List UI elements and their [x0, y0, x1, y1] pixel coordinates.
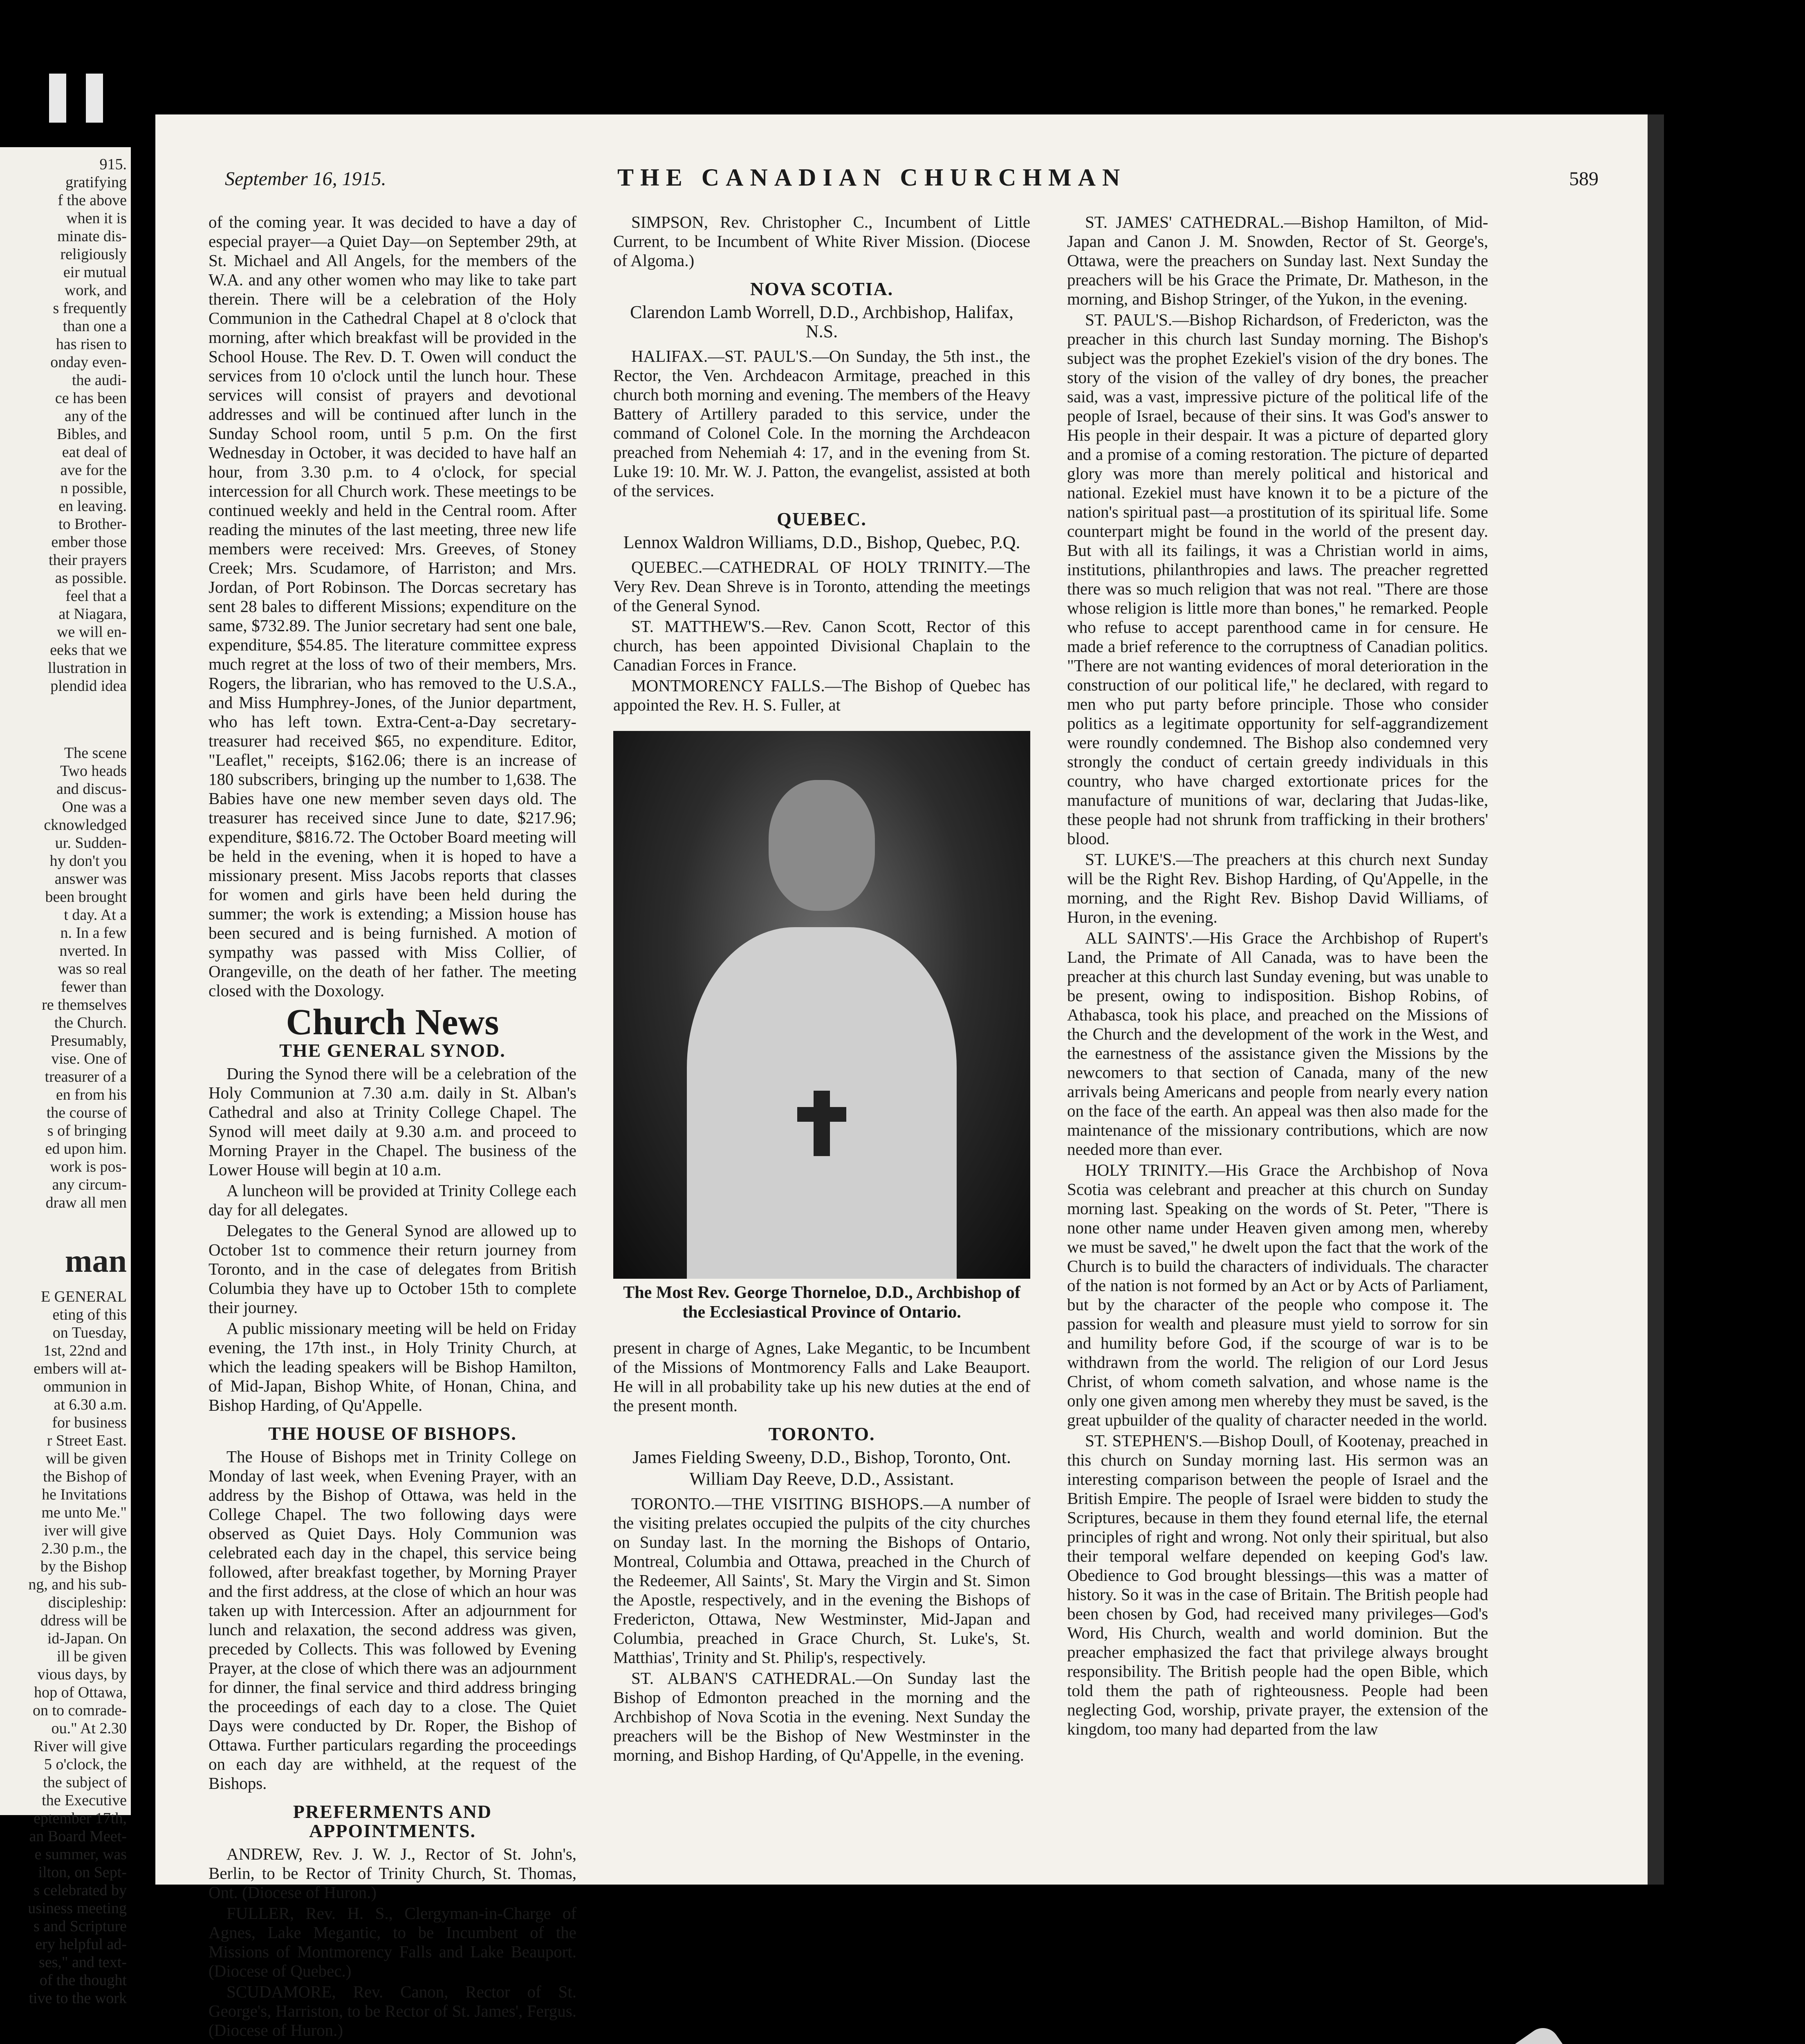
- strip-line: 5 o'clock, the: [44, 1756, 127, 1773]
- strip-line: eting of this: [52, 1306, 127, 1323]
- strip-line: has risen to: [56, 336, 127, 353]
- masthead: THE CANADIAN CHURCHMAN: [617, 164, 1127, 191]
- strip-line: eeks that we: [50, 641, 127, 659]
- strip-line: we will en-: [57, 623, 127, 641]
- strip-text-bottom: [0, 1288, 127, 2007]
- quebec-byline: Lennox Waldron Williams, D.D., Bishop, Quebec, P.Q.: [623, 532, 1020, 552]
- strip-line: River will give: [34, 1738, 127, 1755]
- house-of-bishops-heading: THE HOUSE OF BISHOPS.: [268, 1423, 517, 1444]
- strip-line: E GENERAL: [40, 1288, 127, 1305]
- toronto-heading: TORONTO.: [768, 1423, 875, 1444]
- strip-line: ses," and text-: [39, 1954, 127, 1971]
- column-1: [209, 213, 576, 2042]
- synod-paragraph: A luncheon will be provided at Trinity College each day for all delegates.: [209, 1181, 576, 1219]
- strip-line: eptember 17th,: [34, 1810, 127, 1827]
- strip-line: ery helpful ad-: [35, 1936, 127, 1953]
- strip-line: vious days, by: [37, 1666, 127, 1683]
- church-report: ST. STEPHEN'S.—Bishop Doull, of Kootenay, preached in this church on Sunday morning last. His sermon was an interesting comparison between the people of Israel and the British Empire. The people of Israel were bidden to study the Scriptures, because in them they found eternal life, the eternal principles of right and wrong. Not only their spiritual, but also their temporal welfare depended on keeping God's law. Obedience to God brought blessings—this was a matter of history. So it was in the case of Britain. The British people had been chosen by God, had received many privileges—God's Word, His Church, wealth and world dominion. But the preacher emphasized the fact that privilege always brought responsibility. The British people had the open Bible, which told them the path of righteousness. People had been neglecting God, worship, private prayer, the extension of the kingdom, too many had departed from the law: [1067, 1431, 1488, 1738]
- preferments-heading: PREFERMENTS AND APPOINTMENTS.: [293, 1801, 492, 1841]
- quebec-paragraph: QUEBEC.—CATHEDRAL OF HOLY TRINITY.—The Very Rev. Dean Shreve is in Toronto, attending the meetings of the General Synod.: [613, 558, 1030, 615]
- strip-line: than one a: [63, 318, 127, 335]
- strip-line: iver will give: [44, 1522, 127, 1539]
- strip-line: was so real: [58, 960, 127, 977]
- strip-line: answer was: [54, 870, 127, 888]
- strip-line: en from his: [56, 1086, 127, 1103]
- preferment-entry: FULLER, Rev. H. S., Clergyman-in-Charge of Agnes, Lake Megantic, to be Incumbent of the Missions of Montmorency Falls and Lake Beauport. (Diocese of Quebec.): [209, 1904, 576, 1980]
- halifax-paragraph: HALIFAX.—ST. PAUL'S.—On Sunday, the 5th inst., the Rector, the Ven. Archdeacon Armitage, preached in this church both morning and evening. The members of the Heavy Battery of Artillery paraded to this service, under the command of Colonel Cole. In the morning the Archdeacon preached from Nehemiah 4: 17, and in the evening from St. Luke 19: 10. Mr. W. J. Patton, the evangelist, assisted at both of the services.: [613, 347, 1030, 500]
- preferment-entry: ANDREW, Rev. J. W. J., Rector of St. John's, Berlin, to be Rector of Trinity Church, St. Thomas, Ont. (Diocese of Huron.): [209, 1845, 576, 1902]
- strip-line: llustration in: [47, 659, 127, 677]
- strip-line: draw all men: [45, 1194, 127, 1211]
- strip-line: t day. At a: [64, 906, 127, 923]
- strip-line: of the thought: [39, 1972, 127, 1989]
- strip-line: hop of Ottawa,: [34, 1684, 127, 1701]
- toronto-byline: James Fielding Sweeny, D.D., Bishop, Toronto, Ont.: [632, 1447, 1011, 1467]
- strip-line: minate dis-: [57, 228, 127, 245]
- strip-line: the course of: [46, 1104, 127, 1121]
- strip-line: plendid idea: [50, 677, 127, 695]
- strip-line: on to comrade-: [32, 1702, 127, 1719]
- nova-scotia-heading: NOVA SCOTIA.: [750, 278, 894, 299]
- strip-line: Bibles, and: [57, 426, 127, 443]
- archbishop-portrait: [613, 731, 1030, 1279]
- strip-line: onday even-: [50, 354, 127, 371]
- strip-line: s and Scripture: [34, 1918, 127, 1935]
- pen-in-frame: [1480, 2022, 1805, 2044]
- strip-line: work is pos-: [50, 1158, 127, 1175]
- strip-line: ur. Sudden-: [55, 834, 127, 852]
- quebec-paragraph-continued: present in charge of Agnes, Lake Megantic, to be Incumbent of the Missions of Montmorency Falls and Lake Beauport. He will in all probability take up his new duties at the end of the present month.: [613, 1338, 1030, 1415]
- strip-line: ilton, on Sept-: [38, 1864, 127, 1881]
- strip-line: Presumably,: [50, 1032, 127, 1049]
- strip-line: re themselves: [42, 996, 127, 1013]
- strip-line: ce has been: [55, 390, 127, 407]
- page-number: 589: [1569, 168, 1599, 190]
- strip-line: tive to the work: [29, 1990, 127, 2007]
- strip-line: as possible.: [55, 569, 127, 587]
- strip-line: the Church.: [54, 1014, 127, 1031]
- strip-line: on Tuesday,: [52, 1324, 127, 1341]
- edge-mark: [49, 74, 66, 123]
- strip-line: cknowledged: [44, 816, 127, 834]
- strip-line: Two heads: [60, 762, 127, 780]
- strip-text-middle: [0, 744, 127, 1212]
- strip-text-top: [0, 155, 127, 695]
- strip-line: the subject of: [43, 1774, 127, 1791]
- strip-line: s of bringing: [47, 1122, 127, 1139]
- strip-line: n. In a few: [60, 924, 127, 941]
- strip-line: ng, and his sub-: [28, 1576, 127, 1593]
- strip-line: ember those: [51, 533, 127, 551]
- strip-line: usiness meeting: [28, 1900, 127, 1917]
- strip-line: One was a: [62, 798, 127, 816]
- church-report: ST. PAUL'S.—Bishop Richardson, of Fredericton, was the preacher in this church last Sunday morning. The Bishop's subject was the prophet Ezekiel's vision of the dry bones. The story of the vision of the valley of dry bones, the preacher said, was a vast, impressive picture of the political life of the people of Israel, because of their sins. It was God's answer to His people in their despair. It was a picture of departed glory and a promise of a coming restoration. The picture of departed glory was more than merely political and historical and national. Ezekiel must have known it to be a picture of the nation's spiritual past—a prostitution of its spiritual life. Some counterpart might be found in the world of the present day. But with all its failings, it was a Christian world in aims, institutions, philanthropies and laws. The preacher regretted there was so much religion that was not real. "There are those whose religion is little more than bones," he remarked. People who refuse to accept parenthood came in for censure. He made a brief reference to the corruptness of Canadian politics. "There are not wanting evidences of moral deterioration in the construction of our political life," he declared, with regard to men who put party before principle. Those who consider politics as a legitimate opportunity for self-aggrandizement were roundly condemned. The Bishop also condemned very strongly the conduct of certain greedy individuals in this country, who have charged extortionate prices for the manufacture of munitions of war, declaring that Judas-like, these people had not shrunk from trafficking in their brothers' blood.: [1067, 310, 1488, 848]
- strip-line: by the Bishop: [40, 1558, 127, 1575]
- strip-line: religiously: [60, 246, 127, 263]
- strip-line: gratifying: [65, 174, 127, 191]
- church-report: ST. LUKE'S.—The preachers at this church next Sunday will be the Right Rev. Bishop Harding, of Qu'Appelle, in the morning, and the Right Rev. Bishop David Williams, of Huron, in the evening.: [1067, 850, 1488, 926]
- toronto-paragraph: TORONTO.—THE VISITING BISHOPS.—A number of the visiting prelates occupied the pulpits of the city churches on Sunday last. In the morning the Bishops of Ontario, Montreal, Columbia and Ottawa, preached in the Church of the Redeemer, All Saints', St. Mary the Virgin and St. Simon the Apostle, respectively, and in the evening the Bishops of Fredericton, Ottawa, New Westminster, Mid-Japan and Columbia, preached in Grace Church, St. Luke's, St. Matthias', Trinity and St. Philip's, respectively.: [613, 1494, 1030, 1667]
- strip-line: f the above: [58, 192, 127, 209]
- strip-line: eir mutual: [63, 264, 127, 281]
- quebec-paragraph: ST. MATTHEW'S.—Rev. Canon Scott, Rector of this church, has been appointed Divisional Chaplain to the Canadian Forces in France.: [613, 617, 1030, 674]
- strip-line: me unto Me.": [41, 1504, 127, 1521]
- strip-line: been brought: [45, 888, 127, 905]
- newspaper-page: [155, 114, 1664, 2040]
- strip-line: their prayers: [49, 551, 127, 569]
- strip-line: en leaving.: [58, 498, 127, 515]
- column-2: [613, 213, 1030, 1766]
- portrait-head: [769, 780, 875, 911]
- toronto-paragraph: ST. ALBAN'S CATHEDRAL.—On Sunday last the Bishop of Edmonton preached in the morning and the Archbishop of Nova Scotia in the evening. Next Sunday the preachers will be the Bishop of New Westminster in the morning, and Bishop Harding, of Qu'Appelle, in the evening.: [613, 1669, 1030, 1764]
- toronto-assistant-byline: William Day Reeve, D.D., Assistant.: [689, 1469, 954, 1489]
- church-report: ALL SAINTS'.—His Grace the Archbishop of Rupert's Land, the Primate of All Canada, was to have been the preacher at this church last Sunday evening, but was unable to be present, owing to indisposition. Bishop Robins, of Athabasca, took his place, and preached on the Missions of the Church and the development of the work in the West, and the earnestness of the assistance given the Missions by the newcomers to that section of Canada, many of the new arrivals being Americans and people from nearly every nation on the face of the earth. An appeal was then also made for the maintenance of the missionary contributions, which are now needed more than ever.: [1067, 928, 1488, 1159]
- strip-line: fewer than: [61, 978, 127, 995]
- strip-line: he Invitations: [42, 1486, 127, 1503]
- strip-line: ou." At 2.30: [51, 1720, 127, 1737]
- synod-paragraph: Delegates to the General Synod are allowed up to October 1st to commence their return journey from Toronto, and in the case of delegates from British Columbia they have up to October 15th to complete their journey.: [209, 1221, 576, 1317]
- general-synod-heading: THE GENERAL SYNOD.: [279, 1040, 506, 1061]
- strip-line: n possible,: [60, 480, 127, 497]
- page-header: [155, 159, 1648, 204]
- strip-line: will be given: [45, 1450, 127, 1467]
- strip-line: embers will at-: [34, 1360, 127, 1377]
- strip-line: for business: [52, 1414, 127, 1431]
- strip-line: hy don't you: [49, 852, 127, 870]
- quebec-heading: QUEBEC.: [777, 509, 867, 529]
- strip-line: e summer, was: [34, 1846, 127, 1863]
- preferment-entry: SCUDAMORE, Rev. Canon, Rector of St. George's, Harriston, to be Rector of St. James', Fergus. (Diocese of Huron.): [209, 1982, 576, 2040]
- film-edge-marks: [0, 74, 123, 131]
- strip-line: feel that a: [65, 587, 127, 605]
- strip-line: the Executive: [42, 1792, 127, 1809]
- strip-line: at 6.30 a.m.: [54, 1396, 127, 1413]
- issue-date: September 16, 1915.: [225, 168, 386, 190]
- pectoral-cross-bar: [797, 1107, 846, 1122]
- strip-line: s celebrated by: [34, 1882, 127, 1899]
- strip-line: at Niagara,: [58, 605, 127, 623]
- edge-mark: [86, 74, 103, 123]
- strip-line: when it is: [66, 210, 127, 227]
- pectoral-cross-icon: [814, 1091, 830, 1156]
- strip-line: and discus-: [56, 780, 127, 798]
- column-3: [1067, 213, 1488, 1740]
- strip-line: ddress will be: [40, 1612, 127, 1629]
- binding-gutter: [1648, 114, 1664, 1885]
- strip-line: 1st, 22nd and: [43, 1342, 127, 1359]
- strip-line: to Brother-: [58, 515, 127, 533]
- church-report: ST. JAMES' CATHEDRAL.—Bishop Hamilton, of Mid-Japan and Canon J. M. Snowden, Rector of St. George's, Ottawa, were the preachers on Sunday last. Next Sunday the preachers will be his Grace the Primate, Dr. Matheson, in the morning, and Bishop Stringer, of the Yukon, in the evening.: [1067, 213, 1488, 308]
- strip-line: vise. One of: [51, 1050, 127, 1067]
- strip-line: ave for the: [60, 462, 127, 479]
- strip-line: any of the: [65, 408, 127, 425]
- strip-line: r Street East.: [47, 1432, 127, 1449]
- adjacent-page-strip: [0, 147, 131, 2007]
- strip-heading: man: [65, 1243, 127, 1279]
- strip-line: 915.: [99, 156, 127, 173]
- strip-line: an Board Meet-: [29, 1828, 127, 1845]
- strip-line: 2.30 p.m., the: [41, 1540, 127, 1557]
- strip-line: work, and: [65, 282, 127, 299]
- preferment-entry: SIMPSON, Rev. Christopher C., Incumbent of Little Current, to be Incumbent of White River Mission. (Diocese of Algoma.): [613, 213, 1030, 270]
- church-report: HOLY TRINITY.—His Grace the Archbishop of Nova Scotia was celebrant and preacher at this church on Sunday morning last. Speaking on the words of St. Peter, "There is none other name under Heaven given among men, whereby we must be saved," he dwelt upon the fact that the work of the Church is to build the characters of individuals. The character of the nation is not formed by an Act or by Acts of Parliament, but by the character of the people who compose it. The passion for wealth and pleasure must yield to sorrow for sin and humility before God, if the scourge of war is to be withdrawn from the world. The religion of our Lord Jesus Christ, of whom cometh salvation, and whose name is the only one given among men whereby they must be saved, is the great upbuilder of the quality of character needed in the world.: [1067, 1161, 1488, 1429]
- synod-paragraph: A public missionary meeting will be held on Friday evening, the 17th inst., in Holy Trinity Church, at which the leading speakers will be Bishop Hamilton, of Mid-Japan, Bishop White, of Honan, China, and Bishop Harding, of Qu'Appelle.: [209, 1319, 576, 1414]
- strip-line: s frequently: [53, 300, 127, 317]
- strip-line: discipleship:: [48, 1594, 127, 1611]
- wa-report-paragraph: of the coming year. It was decided to have a day of especial prayer—a Quiet Day—on September 29th, at St. Michael and All Angels, for the members of the W.A. and any other women who may like to take part therein. There will be a celebration of the Holy Communion in the Cathedral Chapel at 8 o'clock that morning, after which breakfast will be provided in the School House. The Rev. D. T. Owen will conduct the services from 10 o'clock until the lunch hour. These services will consist of prayers and devotional addresses and will be continued after lunch in the Sunday School room, until 5 p.m. On the first Wednesday in October, it was decided to have half an hour, from 3.30 p.m. to 4 o'clock, for special intercession for all Church work. These meetings to be continued weekly and held in the Central room. After reading the minutes of the last meeting, three new life members were received: Mrs. Greeves, of Stoney Creek; Mrs. Scudamore, of Harriston; and Mrs. Jordan, of Port Robinson. The Dorcas secretary has sent 28 bales to different Missions; expenditure on the same, $732.89. The Junior secretary had sent one bale, expenditure, $54.85. The literature committee express much regret at the loss of two of their members, Mrs. Rogers, the librarian, who has removed to the U.S.A., and Miss Humphrey-Jones, of the Junior department, who has left town. Extra-Cent-a-Day secretary-treasurer had received $65, no expenditure. Editor, "Leaflet," receipts, $162.06; there is an increase of 180 subscribers, bringing up the number to 1,638. The Babies have one new member seven days old. The treasurer has received since June to date, $217.96; expenditure, $816.72. The October Board meeting will be held in the evening, when it is hoped to have a missionary present. Miss Jacobs reports that classes for women and girls have been held during the summer; the work is extending; a Mission house has been secured and is being furnished. A motion of sympathy was passed with Miss Collier, of Orangeville, on the death of her father. The meeting closed with the Doxology.: [209, 213, 576, 1000]
- strip-line: nverted. In: [59, 942, 127, 959]
- church-news-heading: Church News: [286, 1002, 499, 1042]
- nova-scotia-byline: Clarendon Lamb Worrell, D.D., Archbishop, Halifax, N.S.: [630, 302, 1013, 341]
- strip-line: id-Japan. On: [47, 1630, 127, 1647]
- synod-paragraph: During the Synod there will be a celebration of the Holy Communion at 7.30 a.m. daily in St. Alban's Cathedral and also at Trinity College Chapel. The Synod will meet daily at 9.30 a.m. and proceed to Morning Prayer in the Chapel. The business of the Lower House will begin at 10 a.m.: [209, 1064, 576, 1179]
- strip-line: ommunion in: [43, 1378, 127, 1395]
- strip-line: eat deal of: [62, 444, 127, 461]
- bishops-paragraph: The House of Bishops met in Trinity College on Monday of last week, when Evening Prayer, with an address by the Bishop of Ottawa, was held in the College Chapel. The two following days were observed as Quiet Days. Holy Communion was celebrated each day in the chapel, this service being followed, after breakfast together, by Morning Prayer and the first address, at the close of which an hour was taken up with Intercession. After an adjournment for lunch and relaxation, the second address was given, preceded by Collects. This was followed by Evening Prayer, at the close of which there was an adjournment for dinner, the final service and third address bringing the proceedings of each day to a close. The Quiet Days were conducted by Dr. Roper, the Bishop of Ottawa. Further particulars regarding the proceedings on each day are withheld, at the request of the Bishops.: [209, 1447, 576, 1793]
- strip-line: the Bishop of: [43, 1468, 127, 1485]
- strip-line: ill be given: [57, 1648, 127, 1665]
- strip-line: any circum-: [52, 1176, 127, 1193]
- strip-line: ed upon him.: [45, 1140, 127, 1157]
- portrait-caption: The Most Rev. George Thorneloe, D.D., Archbishop of the Ecclesiastical Province of Ontario.: [623, 1283, 1020, 1322]
- strip-line: treasurer of a: [45, 1068, 127, 1085]
- quebec-paragraph: MONTMORENCY FALLS.—The Bishop of Quebec has appointed the Rev. H. S. Fuller, at: [613, 676, 1030, 714]
- strip-line: The scene: [64, 744, 127, 762]
- strip-line: the audi-: [72, 372, 127, 389]
